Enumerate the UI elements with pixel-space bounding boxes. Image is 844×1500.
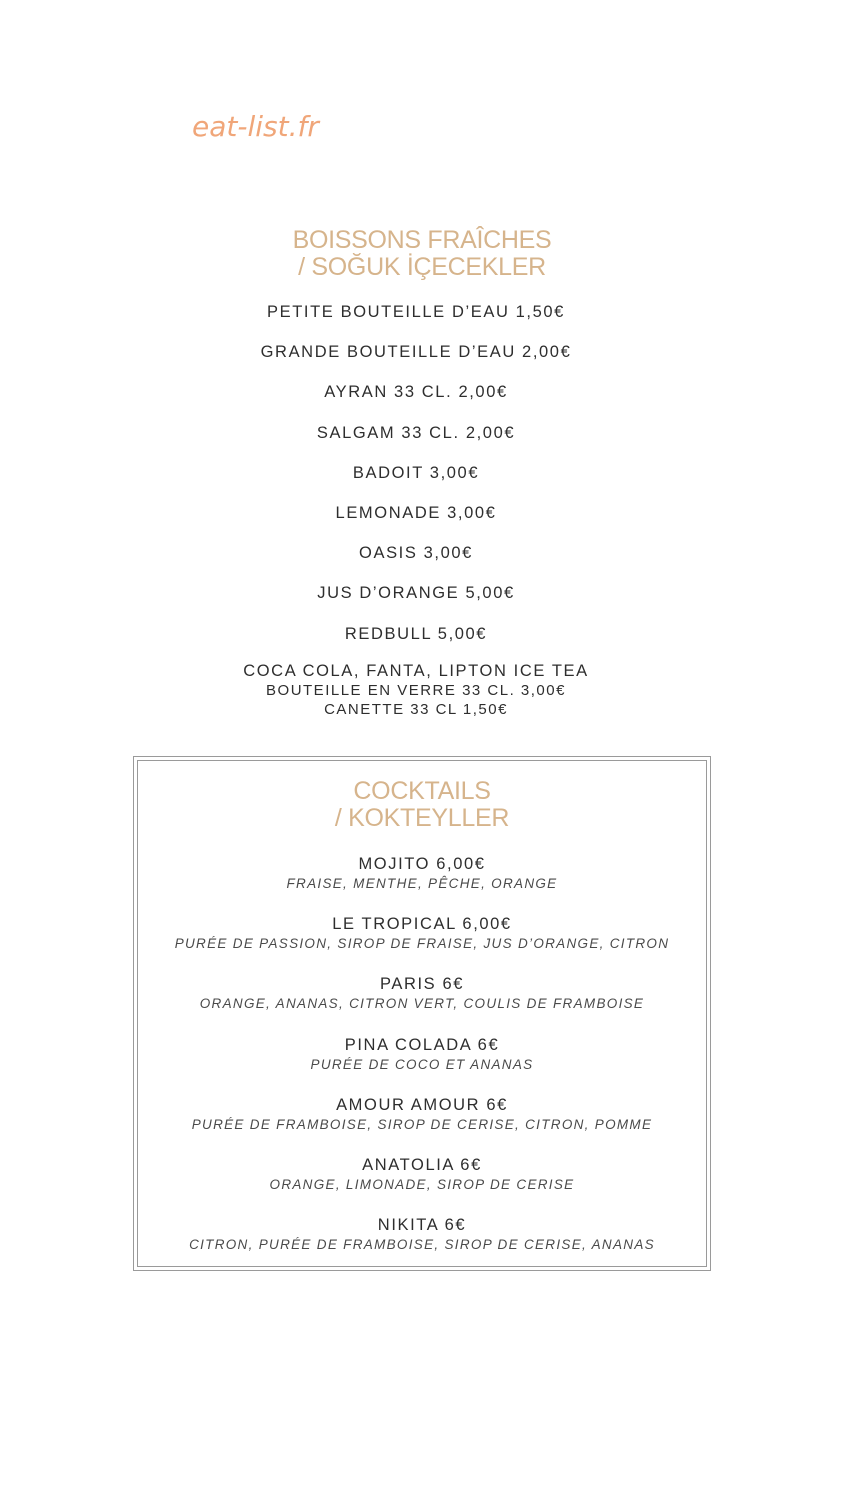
drink-item: PETITE BOUTEILLE D’EAU 1,50€ [267, 303, 565, 321]
drink-item: JUS D’ORANGE 5,00€ [317, 584, 515, 603]
cocktail-description: ORANGE, ANANAS, CITRON VERT, COULIS DE FRAMBOISE [199, 996, 645, 1012]
cocktail-item [138, 853, 706, 913]
soda-line-1: COCA COLA, FANTA, LIPTON ICE TEA [243, 661, 589, 680]
cocktail-item [138, 1034, 706, 1094]
cocktail-name: ANATOLIA 6€ [362, 1155, 482, 1174]
cocktail-name: PARIS 6€ [379, 975, 465, 994]
drink-item: LEMONADE 3,00€ [335, 503, 497, 522]
drink-item: REDBULL 5,00€ [344, 624, 488, 643]
cocktail-name: AMOUR AMOUR 6€ [336, 1095, 508, 1114]
cocktail-name: MOJITO 6,00€ [358, 855, 486, 873]
cocktail-item [138, 1214, 706, 1274]
soda-item [0, 662, 832, 719]
cocktail-item [138, 973, 706, 1033]
cocktail-item [138, 1154, 706, 1214]
cocktail-name: LE TROPICAL 6,00€ [332, 915, 512, 934]
cocktail-description: ORANGE, LIMONADE, SIROP DE CERISE [269, 1176, 575, 1192]
drink-item: BADOIT 3,00€ [352, 463, 480, 482]
cocktail-description: PURÉE DE PASSION, SIROP DE FRAISE, JUS D’ORANGE, CITRON [174, 936, 670, 952]
cold-drinks-title-line1: BOISSONS FRAÎCHES [292, 226, 552, 254]
cold-drinks-list [0, 300, 832, 719]
cocktails-title-line1: COCKTAILS [353, 777, 491, 805]
cocktails-frame-inner [137, 760, 707, 1267]
cocktail-description: FRAISE, MENTHE, PÊCHE, ORANGE [286, 876, 558, 891]
cocktail-item [138, 913, 706, 973]
cold-drinks-title-line2: / SOĞUK İÇECEKLER [298, 253, 546, 281]
cocktail-item [138, 1094, 706, 1154]
drink-item: GRANDE BOUTEILLE D’EAU 2,00€ [260, 343, 572, 362]
cocktails-frame [133, 756, 711, 1271]
cocktail-name: PINA COLADA 6€ [344, 1035, 500, 1054]
soda-line-2: BOUTEILLE EN VERRE 33 CL. 3,00€ [266, 681, 566, 699]
soda-line-3: CANETTE 33 CL 1,50€ [324, 700, 508, 718]
cocktails-title [138, 778, 706, 832]
cocktail-name: NIKITA 6€ [377, 1216, 467, 1235]
cold-drinks-title [0, 227, 844, 281]
drink-item: AYRAN 33 CL. 2,00€ [324, 383, 508, 402]
cocktails-title-line2: / KOKTEYLLER [334, 804, 510, 832]
cocktail-description: CITRON, PURÉE DE FRAMBOISE, SIROP DE CERISE, ANANAS [189, 1237, 655, 1253]
cocktail-description: PURÉE DE COCO ET ANANAS [310, 1056, 534, 1072]
drink-item: OASIS 3,00€ [359, 544, 473, 563]
drink-item: SALGAM 33 CL. 2,00€ [316, 423, 516, 442]
watermark-text: eat-list.fr [192, 110, 319, 143]
cocktail-description: PURÉE DE FRAMBOISE, SIROP DE CERISE, CITRON, POMME [191, 1116, 653, 1132]
cocktails-list [138, 853, 706, 1274]
